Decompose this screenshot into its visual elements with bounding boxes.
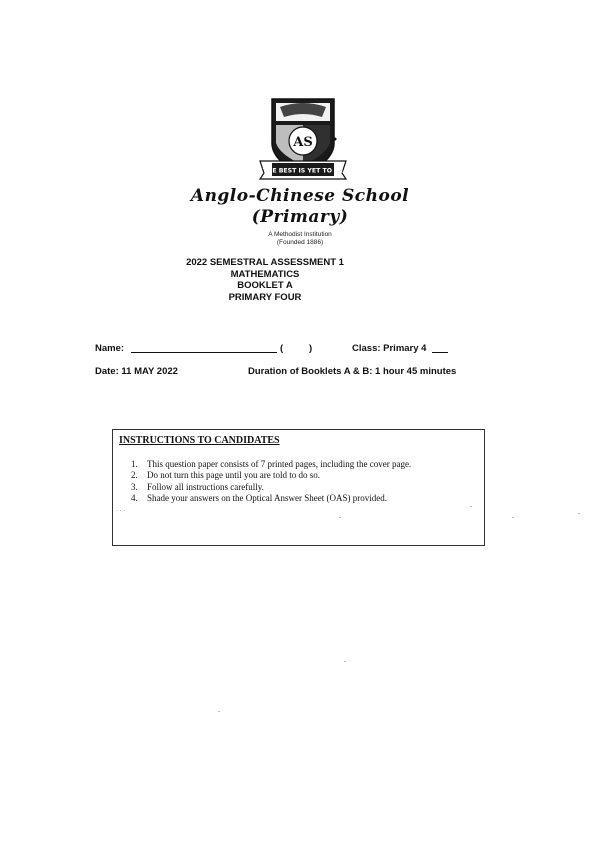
instruction-text: Shade your answers on the Optical Answer Sheet (OAS) provided.	[147, 492, 387, 503]
class-field[interactable]	[432, 352, 448, 353]
instructions-list	[131, 459, 411, 504]
instruction-item	[131, 482, 411, 493]
scan-speck: -	[339, 515, 341, 521]
instruction-number: 2.	[131, 470, 138, 481]
instruction-text: Follow all instructions carefully.	[147, 481, 264, 492]
exam-date: Date: 11 MAY 2022	[95, 366, 178, 377]
scan-speck: -	[470, 504, 472, 510]
instruction-number: 1.	[131, 459, 138, 469]
instructions-title: INSTRUCTIONS TO CANDIDATES	[119, 435, 280, 446]
school-methodist-note: A Methodist Institution	[268, 231, 332, 238]
scan-speck: -	[512, 515, 514, 521]
register-number-open-paren: (	[280, 343, 284, 354]
level-title: PRIMARY FOUR	[228, 291, 302, 303]
name-field[interactable]	[131, 352, 277, 353]
instruction-number: 4.	[131, 492, 138, 503]
scan-speck: -	[344, 659, 346, 665]
school-founded-note: (Founded 1886)	[276, 239, 324, 246]
instruction-text: Do not turn this page until you are told to do so.	[147, 470, 320, 481]
scan-speck: · · ·	[116, 508, 126, 514]
exam-duration: Duration of Booklets A & B: 1 hour 45 minutes	[248, 366, 457, 377]
scan-speck: -	[578, 511, 580, 517]
instructions-box	[112, 429, 485, 546]
scan-speck: -	[218, 709, 220, 715]
subject-title: MATHEMATICS	[230, 268, 300, 280]
instruction-item	[131, 459, 411, 470]
instruction-item	[131, 470, 411, 481]
register-number-close-paren: )	[309, 343, 313, 354]
assessment-title: 2022 SEMESTRAL ASSESSMENT 1	[186, 257, 344, 268]
svg-text:AS: AS	[293, 135, 313, 150]
class-label: Class: Primary 4	[352, 343, 427, 354]
name-label: Name:	[95, 343, 125, 354]
instruction-number: 3.	[131, 481, 138, 492]
instruction-item	[131, 493, 411, 504]
crest-registered-mark: ●	[333, 136, 338, 143]
booklet-title: BOOKLET A	[237, 280, 293, 291]
svg-text:THE BEST IS YET TO BE: THE BEST IS YET TO BE	[262, 167, 344, 175]
school-division: (Primary)	[251, 207, 349, 227]
school-name: Anglo-Chinese School	[190, 186, 410, 206]
instruction-text: This question paper consists of 7 printed pages, including the cover page.	[147, 459, 412, 469]
